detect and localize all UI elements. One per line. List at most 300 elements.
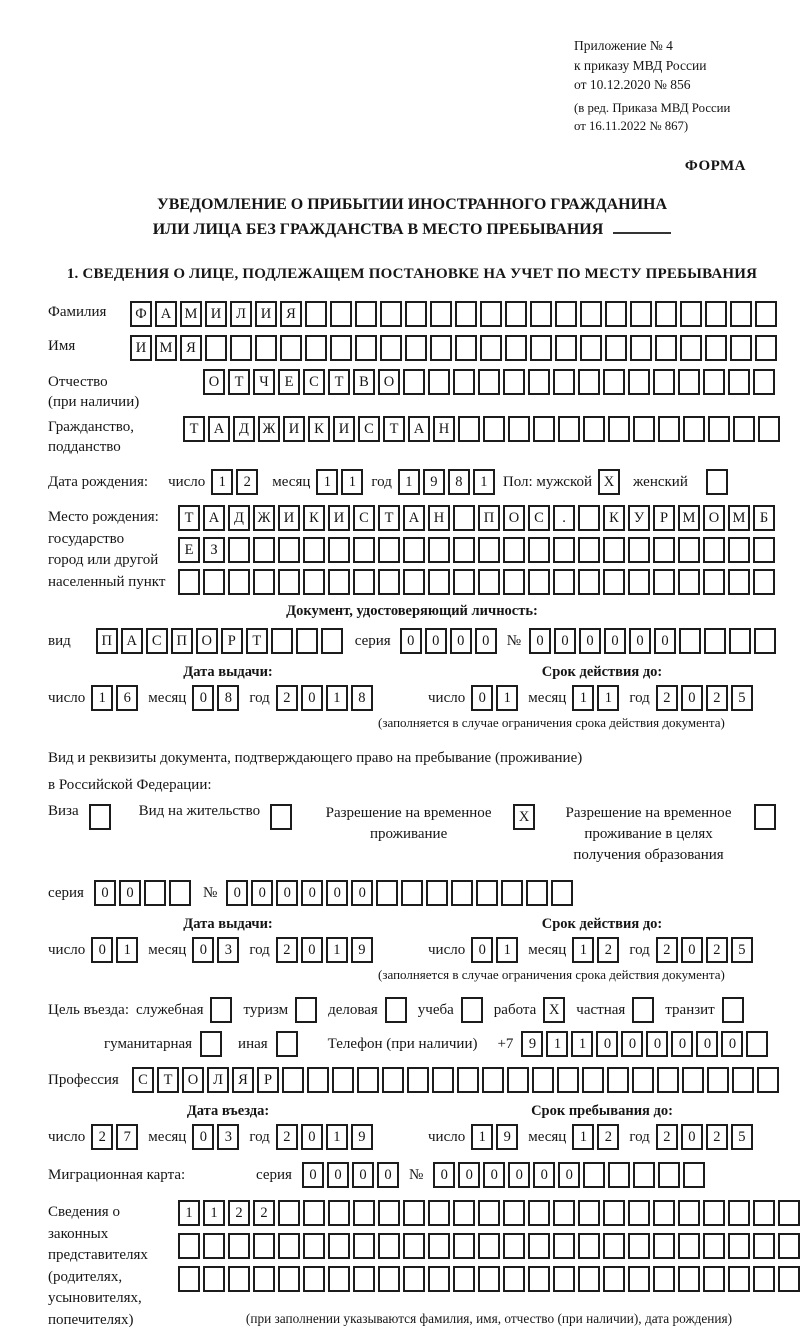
char-box[interactable]	[705, 335, 727, 361]
char-box[interactable]	[655, 335, 677, 361]
char-box[interactable]	[200, 1031, 222, 1057]
char-box[interactable]: Ж	[253, 505, 275, 531]
char-box[interactable]	[755, 335, 777, 361]
char-box[interactable]	[553, 1233, 575, 1259]
char-box[interactable]	[428, 1233, 450, 1259]
char-box[interactable]	[382, 1067, 404, 1093]
char-box[interactable]	[303, 1200, 325, 1226]
char-box[interactable]	[728, 537, 750, 563]
char-box[interactable]	[728, 1266, 750, 1292]
char-box[interactable]	[557, 1067, 579, 1093]
char-box[interactable]: 0	[471, 685, 493, 711]
char-box[interactable]	[778, 1200, 800, 1226]
char-box[interactable]	[407, 1067, 429, 1093]
char-box[interactable]	[253, 537, 275, 563]
char-box[interactable]: Л	[207, 1067, 229, 1093]
char-box[interactable]	[730, 335, 752, 361]
char-box[interactable]	[508, 416, 530, 442]
char-box[interactable]	[357, 1067, 379, 1093]
char-box[interactable]	[430, 335, 452, 361]
char-box[interactable]	[678, 1266, 700, 1292]
char-box[interactable]	[580, 301, 602, 327]
char-box[interactable]: 1	[203, 1200, 225, 1226]
char-box[interactable]: 1	[473, 469, 495, 495]
char-box[interactable]	[303, 1266, 325, 1292]
char-box[interactable]: 2	[597, 937, 619, 963]
char-box[interactable]	[746, 1031, 768, 1057]
char-box[interactable]	[453, 1200, 475, 1226]
char-box[interactable]	[253, 1266, 275, 1292]
char-box[interactable]	[178, 1266, 200, 1292]
char-box[interactable]: 0	[475, 628, 497, 654]
char-box[interactable]: Д	[228, 505, 250, 531]
char-box[interactable]	[403, 537, 425, 563]
char-box[interactable]	[603, 369, 625, 395]
char-box[interactable]: З	[203, 537, 225, 563]
char-box[interactable]	[578, 369, 600, 395]
char-box[interactable]	[305, 335, 327, 361]
char-box[interactable]: 0	[425, 628, 447, 654]
char-box[interactable]: 1	[116, 937, 138, 963]
char-box[interactable]: 0	[450, 628, 472, 654]
char-box[interactable]	[583, 416, 605, 442]
char-box[interactable]: 3	[217, 937, 239, 963]
char-box[interactable]	[754, 628, 776, 654]
char-box[interactable]	[678, 1200, 700, 1226]
char-box[interactable]	[453, 1233, 475, 1259]
char-box[interactable]: 7	[116, 1124, 138, 1150]
char-box[interactable]	[528, 569, 550, 595]
char-box[interactable]	[428, 1266, 450, 1292]
char-box[interactable]	[483, 416, 505, 442]
char-box[interactable]	[455, 335, 477, 361]
char-box[interactable]	[628, 537, 650, 563]
char-box[interactable]: О	[378, 369, 400, 395]
char-box[interactable]	[228, 1266, 250, 1292]
char-box[interactable]: С	[528, 505, 550, 531]
char-box[interactable]	[282, 1067, 304, 1093]
char-box[interactable]: 0	[681, 937, 703, 963]
char-box[interactable]	[385, 997, 407, 1023]
char-box[interactable]: 3	[217, 1124, 239, 1150]
char-box[interactable]	[505, 301, 527, 327]
char-box[interactable]	[355, 301, 377, 327]
char-box[interactable]	[205, 335, 227, 361]
char-box[interactable]	[578, 537, 600, 563]
char-box[interactable]	[703, 1233, 725, 1259]
char-box[interactable]	[476, 880, 498, 906]
char-box[interactable]: 9	[496, 1124, 518, 1150]
char-box[interactable]	[507, 1067, 529, 1093]
char-box[interactable]: 0	[400, 628, 422, 654]
char-box[interactable]	[628, 569, 650, 595]
char-box[interactable]	[296, 628, 318, 654]
char-box[interactable]: С	[146, 628, 168, 654]
char-box[interactable]	[503, 537, 525, 563]
char-box[interactable]: 1	[398, 469, 420, 495]
char-box[interactable]	[755, 301, 777, 327]
char-box[interactable]	[580, 335, 602, 361]
char-box[interactable]	[530, 335, 552, 361]
char-box[interactable]	[703, 537, 725, 563]
char-box[interactable]	[255, 335, 277, 361]
char-box[interactable]: 0	[192, 1124, 214, 1150]
char-box[interactable]: Т	[246, 628, 268, 654]
char-box[interactable]	[753, 1233, 775, 1259]
char-box[interactable]	[426, 880, 448, 906]
char-box[interactable]	[453, 569, 475, 595]
char-box[interactable]	[480, 301, 502, 327]
char-box[interactable]	[703, 569, 725, 595]
char-box[interactable]: 0	[558, 1162, 580, 1188]
char-box[interactable]: 1	[316, 469, 338, 495]
char-box[interactable]	[253, 569, 275, 595]
char-box[interactable]	[278, 569, 300, 595]
char-box[interactable]	[280, 335, 302, 361]
char-box[interactable]: Я	[180, 335, 202, 361]
char-box[interactable]	[403, 569, 425, 595]
char-box[interactable]	[703, 1266, 725, 1292]
char-box[interactable]	[376, 880, 398, 906]
char-box[interactable]: 0	[579, 628, 601, 654]
char-box[interactable]: П	[478, 505, 500, 531]
char-box[interactable]	[478, 369, 500, 395]
char-box[interactable]	[553, 1200, 575, 1226]
char-box[interactable]	[728, 1200, 750, 1226]
char-box[interactable]	[603, 1233, 625, 1259]
char-box[interactable]	[453, 537, 475, 563]
char-box[interactable]: Ж	[258, 416, 280, 442]
char-box[interactable]: 0	[458, 1162, 480, 1188]
char-box[interactable]	[632, 997, 654, 1023]
char-box[interactable]: К	[308, 416, 330, 442]
char-box[interactable]	[526, 880, 548, 906]
char-box[interactable]	[482, 1067, 504, 1093]
char-box[interactable]: 0	[327, 1162, 349, 1188]
char-box[interactable]	[453, 369, 475, 395]
char-box[interactable]	[503, 1233, 525, 1259]
char-box[interactable]: М	[155, 335, 177, 361]
char-box[interactable]: Р	[653, 505, 675, 531]
char-box[interactable]	[430, 301, 452, 327]
char-box[interactable]: 0	[646, 1031, 668, 1057]
char-box[interactable]: 0	[301, 937, 323, 963]
char-box[interactable]	[278, 1200, 300, 1226]
char-box[interactable]: 1	[496, 685, 518, 711]
char-box[interactable]	[678, 569, 700, 595]
char-box[interactable]	[603, 569, 625, 595]
char-box[interactable]	[178, 569, 200, 595]
char-box[interactable]	[582, 1067, 604, 1093]
char-box[interactable]	[558, 416, 580, 442]
char-box[interactable]	[653, 1233, 675, 1259]
char-box[interactable]	[457, 1067, 479, 1093]
char-box[interactable]: Л	[230, 301, 252, 327]
char-box[interactable]: 0	[533, 1162, 555, 1188]
char-box[interactable]: 1	[341, 469, 363, 495]
char-box[interactable]	[607, 1067, 629, 1093]
char-box[interactable]: С	[303, 369, 325, 395]
char-box[interactable]	[680, 335, 702, 361]
char-box[interactable]: 0	[251, 880, 273, 906]
char-box[interactable]	[703, 1200, 725, 1226]
char-box[interactable]: М	[180, 301, 202, 327]
char-box[interactable]: П	[96, 628, 118, 654]
char-box[interactable]: Д	[233, 416, 255, 442]
char-box[interactable]: Ф	[130, 301, 152, 327]
char-box[interactable]: 0	[302, 1162, 324, 1188]
char-box[interactable]	[378, 1200, 400, 1226]
char-box[interactable]: 6	[116, 685, 138, 711]
char-box[interactable]	[278, 1266, 300, 1292]
char-box[interactable]: X	[513, 804, 535, 830]
char-box[interactable]	[679, 628, 701, 654]
char-box[interactable]	[608, 416, 630, 442]
char-box[interactable]: Я	[280, 301, 302, 327]
char-box[interactable]	[578, 1266, 600, 1292]
char-box[interactable]	[501, 880, 523, 906]
char-box[interactable]	[378, 1266, 400, 1292]
char-box[interactable]: 0	[377, 1162, 399, 1188]
char-box[interactable]: .	[553, 505, 575, 531]
char-box[interactable]: 2	[706, 685, 728, 711]
char-box[interactable]: 9	[423, 469, 445, 495]
char-box[interactable]	[578, 505, 600, 531]
char-box[interactable]	[210, 997, 232, 1023]
char-box[interactable]	[678, 1233, 700, 1259]
char-box[interactable]	[553, 369, 575, 395]
char-box[interactable]	[278, 537, 300, 563]
char-box[interactable]	[270, 804, 292, 830]
char-box[interactable]: С	[353, 505, 375, 531]
char-box[interactable]: 2	[236, 469, 258, 495]
char-box[interactable]: 2	[91, 1124, 113, 1150]
char-box[interactable]	[178, 1233, 200, 1259]
char-box[interactable]	[428, 369, 450, 395]
char-box[interactable]: 2	[228, 1200, 250, 1226]
char-box[interactable]	[603, 1200, 625, 1226]
char-box[interactable]	[578, 1233, 600, 1259]
char-box[interactable]: 2	[253, 1200, 275, 1226]
char-box[interactable]	[728, 569, 750, 595]
char-box[interactable]	[458, 416, 480, 442]
char-box[interactable]	[653, 569, 675, 595]
char-box[interactable]: 2	[706, 937, 728, 963]
char-box[interactable]	[478, 1200, 500, 1226]
char-box[interactable]	[228, 537, 250, 563]
char-box[interactable]: Н	[433, 416, 455, 442]
char-box[interactable]	[453, 1266, 475, 1292]
char-box[interactable]: 9	[351, 937, 373, 963]
char-box[interactable]	[330, 335, 352, 361]
char-box[interactable]	[503, 1200, 525, 1226]
char-box[interactable]: 2	[276, 685, 298, 711]
char-box[interactable]	[605, 301, 627, 327]
char-box[interactable]: 0	[721, 1031, 743, 1057]
char-box[interactable]	[144, 880, 166, 906]
char-box[interactable]	[753, 537, 775, 563]
char-box[interactable]: Т	[178, 505, 200, 531]
char-box[interactable]: 0	[276, 880, 298, 906]
char-box[interactable]	[632, 1067, 654, 1093]
char-box[interactable]: М	[678, 505, 700, 531]
char-box[interactable]	[728, 369, 750, 395]
char-box[interactable]	[707, 1067, 729, 1093]
char-box[interactable]	[655, 301, 677, 327]
char-box[interactable]: 0	[604, 628, 626, 654]
char-box[interactable]	[353, 1233, 375, 1259]
char-box[interactable]: 0	[119, 880, 141, 906]
char-box[interactable]	[678, 369, 700, 395]
char-box[interactable]	[683, 416, 705, 442]
char-box[interactable]	[353, 537, 375, 563]
char-box[interactable]: X	[598, 469, 620, 495]
char-box[interactable]: 0	[301, 1124, 323, 1150]
char-box[interactable]: И	[328, 505, 350, 531]
char-box[interactable]: Т	[228, 369, 250, 395]
char-box[interactable]: В	[353, 369, 375, 395]
char-box[interactable]: 1	[571, 1031, 593, 1057]
char-box[interactable]: Я	[232, 1067, 254, 1093]
char-box[interactable]	[722, 997, 744, 1023]
char-box[interactable]	[680, 301, 702, 327]
char-box[interactable]: 1	[572, 937, 594, 963]
char-box[interactable]: 0	[471, 937, 493, 963]
char-box[interactable]: 0	[192, 685, 214, 711]
char-box[interactable]	[303, 1233, 325, 1259]
char-box[interactable]	[578, 1200, 600, 1226]
char-box[interactable]: О	[182, 1067, 204, 1093]
char-box[interactable]: И	[278, 505, 300, 531]
char-box[interactable]	[633, 1162, 655, 1188]
char-box[interactable]: 1	[572, 1124, 594, 1150]
char-box[interactable]: 2	[656, 1124, 678, 1150]
char-box[interactable]	[553, 537, 575, 563]
char-box[interactable]: Ч	[253, 369, 275, 395]
char-box[interactable]	[503, 369, 525, 395]
char-box[interactable]	[528, 369, 550, 395]
char-box[interactable]	[778, 1266, 800, 1292]
char-box[interactable]	[528, 1266, 550, 1292]
char-box[interactable]	[605, 335, 627, 361]
char-box[interactable]: 0	[529, 628, 551, 654]
char-box[interactable]: И	[205, 301, 227, 327]
char-box[interactable]: 0	[351, 880, 373, 906]
char-box[interactable]	[353, 1200, 375, 1226]
char-box[interactable]: Т	[383, 416, 405, 442]
char-box[interactable]: 8	[351, 685, 373, 711]
char-box[interactable]	[658, 1162, 680, 1188]
char-box[interactable]	[758, 416, 780, 442]
char-box[interactable]: А	[403, 505, 425, 531]
char-box[interactable]	[733, 416, 755, 442]
char-box[interactable]	[432, 1067, 454, 1093]
char-box[interactable]: А	[121, 628, 143, 654]
char-box[interactable]	[628, 1233, 650, 1259]
char-box[interactable]	[730, 301, 752, 327]
char-box[interactable]: 5	[731, 685, 753, 711]
char-box[interactable]	[683, 1162, 705, 1188]
char-box[interactable]: 0	[352, 1162, 374, 1188]
char-box[interactable]	[778, 1233, 800, 1259]
char-box[interactable]	[378, 537, 400, 563]
char-box[interactable]: 9	[521, 1031, 543, 1057]
char-box[interactable]	[328, 1266, 350, 1292]
char-box[interactable]: 0	[621, 1031, 643, 1057]
char-box[interactable]: О	[703, 505, 725, 531]
char-box[interactable]	[478, 569, 500, 595]
char-box[interactable]: Н	[428, 505, 450, 531]
char-box[interactable]: 1	[572, 685, 594, 711]
char-box[interactable]	[380, 335, 402, 361]
char-box[interactable]	[505, 335, 527, 361]
char-box[interactable]	[753, 1200, 775, 1226]
char-box[interactable]: 1	[178, 1200, 200, 1226]
char-box[interactable]	[303, 569, 325, 595]
char-box[interactable]	[253, 1233, 275, 1259]
char-box[interactable]: И	[283, 416, 305, 442]
char-box[interactable]: 1	[546, 1031, 568, 1057]
char-box[interactable]: Б	[753, 505, 775, 531]
char-box[interactable]	[533, 416, 555, 442]
char-box[interactable]	[728, 1233, 750, 1259]
char-box[interactable]: А	[203, 505, 225, 531]
char-box[interactable]: 2	[276, 937, 298, 963]
char-box[interactable]	[203, 1233, 225, 1259]
char-box[interactable]: 2	[276, 1124, 298, 1150]
char-box[interactable]: Т	[157, 1067, 179, 1093]
char-box[interactable]: 0	[629, 628, 651, 654]
char-box[interactable]	[461, 997, 483, 1023]
char-box[interactable]	[708, 416, 730, 442]
char-box[interactable]: 1	[326, 685, 348, 711]
char-box[interactable]: 0	[654, 628, 676, 654]
char-box[interactable]: А	[155, 301, 177, 327]
char-box[interactable]	[478, 537, 500, 563]
char-box[interactable]	[89, 804, 111, 830]
char-box[interactable]	[608, 1162, 630, 1188]
char-box[interactable]	[578, 569, 600, 595]
char-box[interactable]	[353, 569, 375, 595]
char-box[interactable]: 0	[301, 880, 323, 906]
char-box[interactable]	[328, 537, 350, 563]
char-box[interactable]	[169, 880, 191, 906]
char-box[interactable]: 0	[94, 880, 116, 906]
char-box[interactable]: 0	[326, 880, 348, 906]
char-box[interactable]	[753, 369, 775, 395]
char-box[interactable]	[380, 301, 402, 327]
char-box[interactable]	[678, 537, 700, 563]
char-box[interactable]: 1	[326, 937, 348, 963]
char-box[interactable]	[703, 369, 725, 395]
char-box[interactable]	[303, 537, 325, 563]
char-box[interactable]: М	[728, 505, 750, 531]
char-box[interactable]	[630, 301, 652, 327]
char-box[interactable]	[276, 1031, 298, 1057]
char-box[interactable]: 0	[91, 937, 113, 963]
char-box[interactable]	[653, 369, 675, 395]
char-box[interactable]	[428, 569, 450, 595]
char-box[interactable]	[378, 569, 400, 595]
char-box[interactable]	[555, 301, 577, 327]
char-box[interactable]	[530, 301, 552, 327]
char-box[interactable]: 0	[681, 1124, 703, 1150]
char-box[interactable]	[428, 537, 450, 563]
char-box[interactable]	[230, 335, 252, 361]
char-box[interactable]	[528, 537, 550, 563]
char-box[interactable]	[551, 880, 573, 906]
char-box[interactable]: 0	[192, 937, 214, 963]
